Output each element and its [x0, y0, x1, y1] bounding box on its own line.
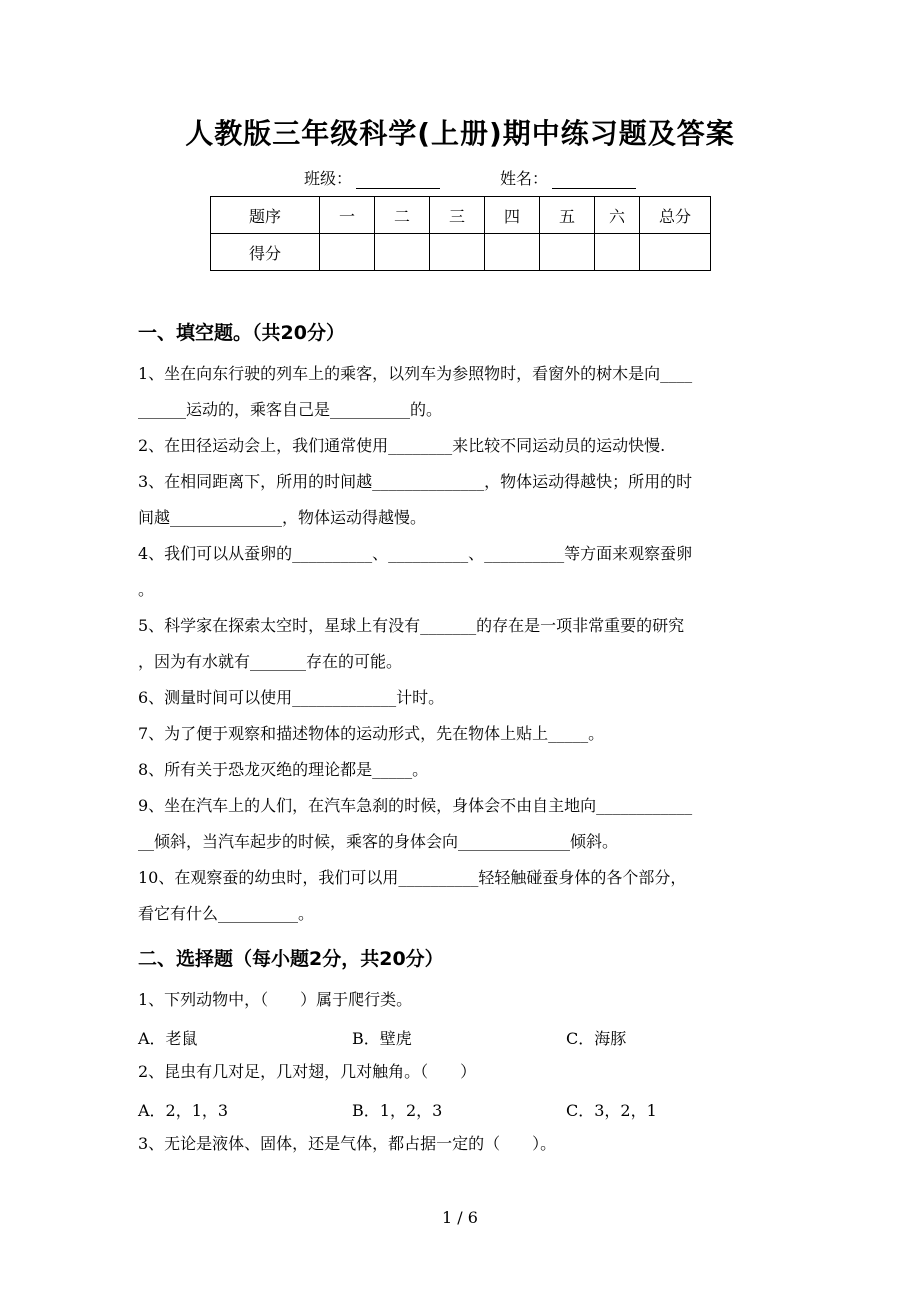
- section-1-heading: 一、填空题。（共20分）: [138, 322, 345, 344]
- score-table: [210, 196, 711, 271]
- question-line: 10、在观察蚕的幼虫时，我们可以用__________轻轻触碰蚕身体的各个部分，: [138, 868, 687, 887]
- page-title: 人教版三年级科学(上册)期中练习题及答案: [185, 117, 735, 150]
- choice-question-2: [138, 1054, 788, 1090]
- question-line: 4、我们可以从蚕卵的__________、__________、__________等方面来观察蚕卵: [138, 544, 693, 563]
- question-4: [138, 536, 788, 608]
- score-cell: [540, 234, 595, 271]
- question-stem: 2、昆虫有几对足，几对翅，几对触角。（ ）: [138, 1062, 477, 1081]
- name-field: [500, 166, 636, 189]
- question-stem: 3、无论是液体、固体，还是气体，都占据一定的（ ）。: [138, 1134, 557, 1153]
- question-line: 看它有什么__________。: [138, 904, 315, 923]
- score-row-label: 得分: [211, 234, 320, 271]
- question-line: 1、坐在向东行驶的列车上的乘客，以列车为参照物时，看窗外的树木是向____: [138, 364, 693, 383]
- class-field: [304, 166, 440, 189]
- choice-option: C．3，2，1: [566, 1101, 657, 1120]
- page-number: 1 / 6: [442, 1208, 478, 1227]
- name-blank: [552, 170, 636, 189]
- question-stem: 1、下列动物中，（ ）属于爬行类。: [138, 990, 413, 1009]
- question-10: [138, 860, 788, 932]
- question-line: ，因为有水就有_______存在的可能。: [138, 652, 403, 671]
- choice-option: A．老鼠: [138, 1029, 198, 1048]
- question-line: 2、在田径运动会上，我们通常使用________来比较不同运动员的运动快慢.: [138, 436, 666, 455]
- score-header-cell: 五: [540, 197, 595, 234]
- question-7: [138, 716, 788, 752]
- class-blank: [356, 170, 440, 189]
- choice-option: A．2，1，3: [138, 1101, 229, 1120]
- question-1: [138, 356, 788, 428]
- question-line: 6、测量时间可以使用_____________计时。: [138, 688, 445, 707]
- score-header-cell: 一: [320, 197, 375, 234]
- score-cell: [430, 234, 485, 271]
- section-2-heading: 二、选择题（每小题2分，共20分）: [138, 948, 444, 970]
- score-header-cell: 总分: [640, 197, 711, 234]
- question-6: [138, 680, 788, 716]
- question-line: __倾斜，当汽车起步的时候，乘客的身体会向______________倾斜。: [138, 832, 619, 851]
- score-row: [211, 234, 711, 271]
- score-cell: [595, 234, 640, 271]
- question-line: 间越______________，物体运动得越慢。: [138, 508, 427, 527]
- question-line: 9、坐在汽车上的人们，在汽车急刹的时候，身体会不由自主地向____________: [138, 796, 693, 815]
- choice-question-3: [138, 1126, 788, 1162]
- question-9: [138, 788, 788, 860]
- question-2: [138, 428, 788, 464]
- class-label: 班级：: [304, 169, 353, 188]
- score-header-cell: 六: [595, 197, 640, 234]
- question-5: [138, 608, 788, 680]
- score-cell: [485, 234, 540, 271]
- question-line: 3、在相同距离下，所用的时间越______________，物体运动得越快；所用的时: [138, 472, 693, 491]
- question-8: [138, 752, 788, 788]
- score-cell: [320, 234, 375, 271]
- score-header-cell: 四: [485, 197, 540, 234]
- question-3: [138, 464, 788, 536]
- choice-option: C．海豚: [566, 1029, 627, 1048]
- choice-option: B．壁虎: [352, 1029, 412, 1048]
- choice-option: B．1，2，3: [352, 1101, 443, 1120]
- question-line: 7、为了便于观察和描述物体的运动形式，先在物体上贴上_____。: [138, 724, 605, 743]
- name-label: 姓名：: [500, 169, 549, 188]
- question-line: 5、科学家在探索太空时，星球上有没有_______的存在是一项非常重要的研究: [138, 616, 685, 635]
- question-line: ______运动的，乘客自己是__________的。: [138, 400, 443, 419]
- score-header-cell: 三: [430, 197, 485, 234]
- score-header-row: [211, 197, 711, 234]
- choice-question-1: [138, 982, 788, 1018]
- score-cell: [640, 234, 711, 271]
- score-header-cell: 二: [375, 197, 430, 234]
- score-cell: [375, 234, 430, 271]
- score-header-cell: 题序: [211, 197, 320, 234]
- question-line: 。: [138, 580, 155, 599]
- question-line: 8、所有关于恐龙灭绝的理论都是_____。: [138, 760, 429, 779]
